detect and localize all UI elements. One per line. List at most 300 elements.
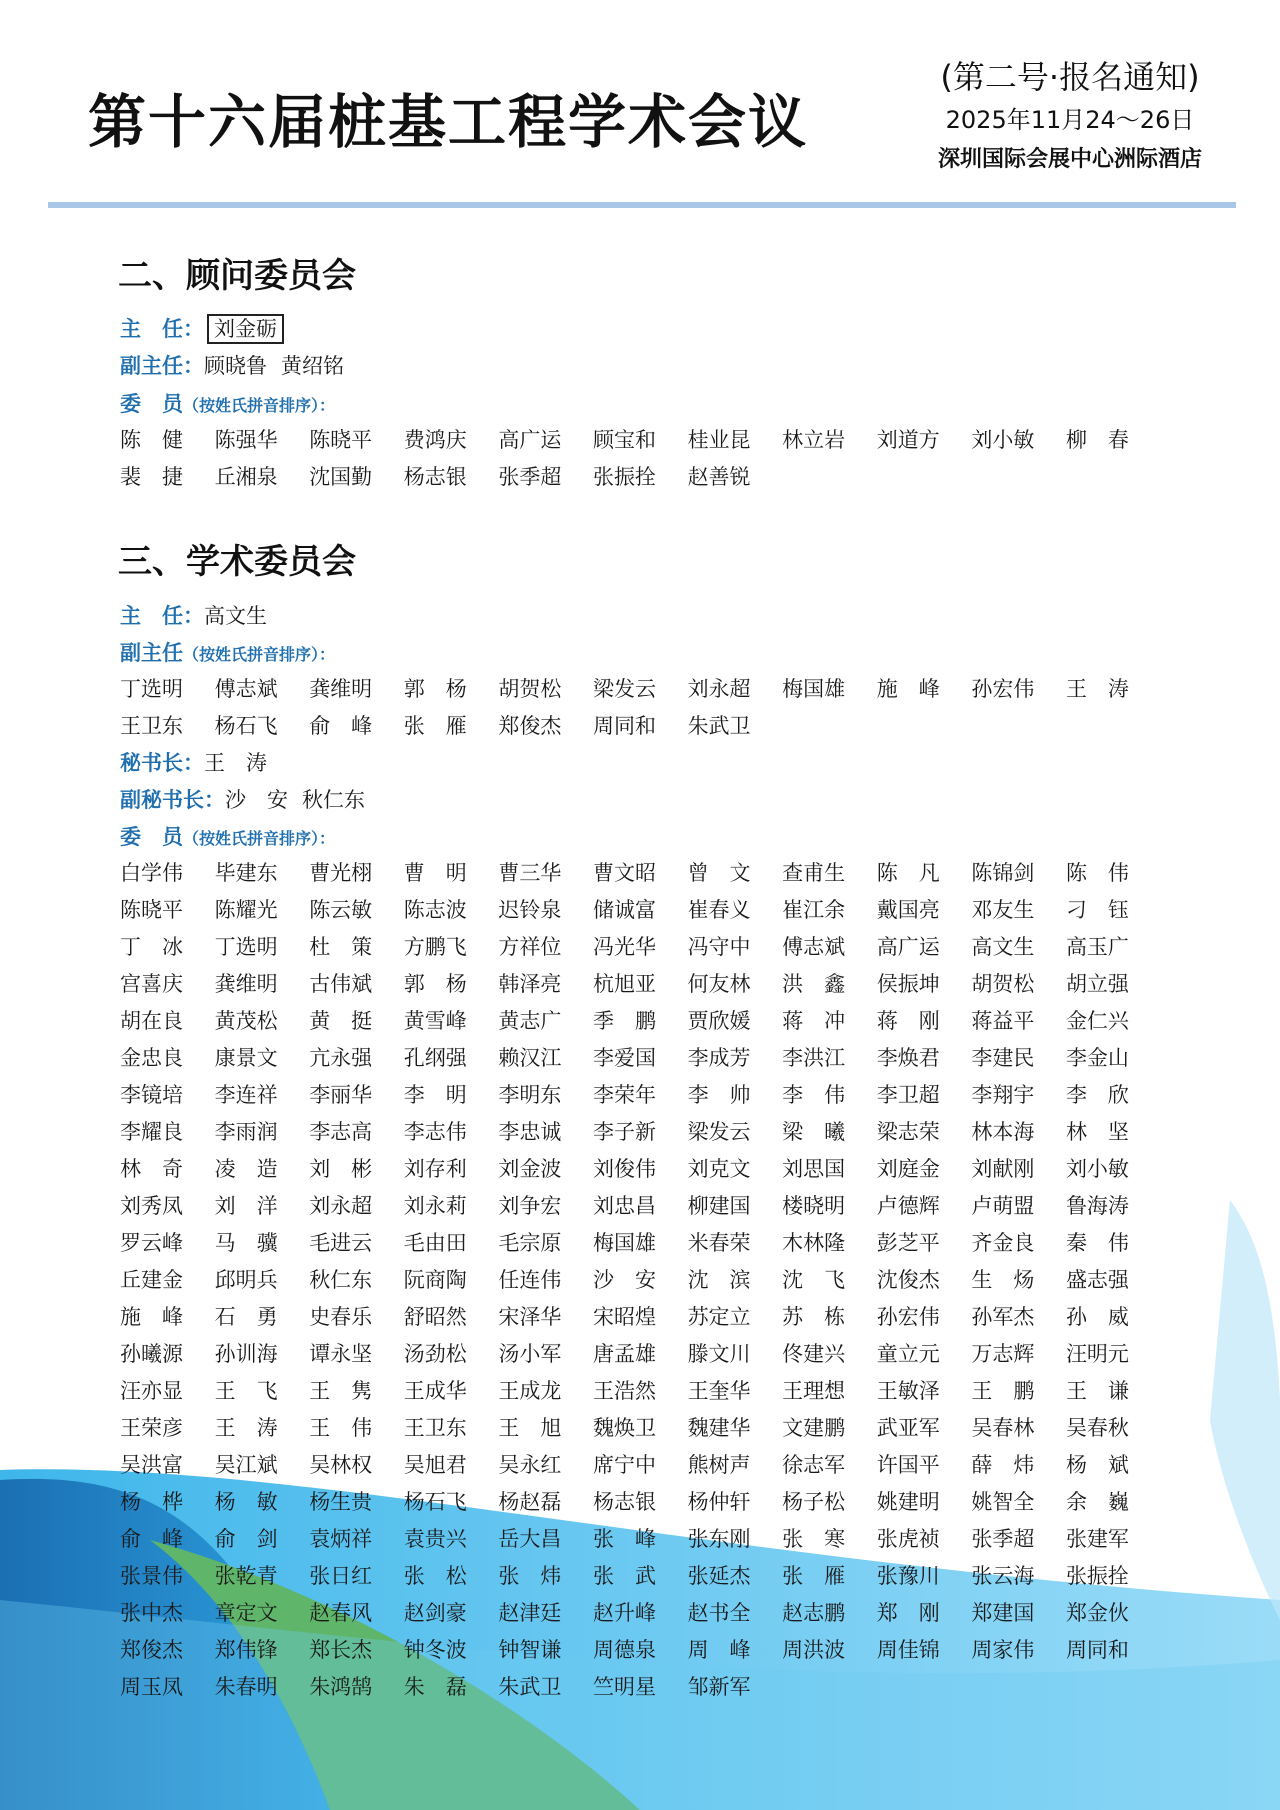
member-name: 周德泉 xyxy=(592,1638,656,1662)
advisory-deputy-name: 顾晓鲁 xyxy=(204,354,267,378)
member-name: 李成芳 xyxy=(687,1046,751,1070)
member-name: 王卫东 xyxy=(120,714,183,738)
member-name: 李子新 xyxy=(592,1120,656,1144)
member-name: 林本海 xyxy=(971,1120,1035,1144)
member-name: 吴春秋 xyxy=(1065,1416,1129,1440)
member-name: 刘 洋 xyxy=(214,1194,278,1218)
member-name: 刘秀凤 xyxy=(120,1194,183,1218)
member-name: 赵春风 xyxy=(309,1601,373,1625)
member-name: 陈强华 xyxy=(214,428,278,452)
member-name: 郑建国 xyxy=(971,1601,1035,1625)
member-name: 毛宗原 xyxy=(498,1231,562,1255)
member-name: 陈云敏 xyxy=(309,898,373,922)
member-name: 万志辉 xyxy=(971,1342,1035,1366)
member-name: 李金山 xyxy=(1065,1046,1129,1070)
member-name: 余 巍 xyxy=(1065,1490,1129,1514)
member-name: 张季超 xyxy=(498,465,562,489)
member-name: 李丽华 xyxy=(309,1083,373,1107)
member-name: 冯光华 xyxy=(592,935,656,959)
member-name: 刘金波 xyxy=(498,1157,562,1181)
member-name: 秋仁东 xyxy=(309,1268,373,1292)
member-name: 张豫川 xyxy=(876,1564,940,1588)
member-name: 陈 凡 xyxy=(876,861,940,885)
member-name: 冯守中 xyxy=(687,935,751,959)
member-name: 石 勇 xyxy=(214,1305,278,1329)
member-name: 何友林 xyxy=(687,972,751,996)
member-name: 盛志强 xyxy=(1065,1268,1129,1292)
member-name: 顾宝和 xyxy=(592,428,656,452)
member-name: 王敏泽 xyxy=(876,1379,940,1403)
member-name: 郑伟锋 xyxy=(214,1638,278,1662)
member-name: 侯振坤 xyxy=(876,972,940,996)
member-name: 裴 捷 xyxy=(120,465,183,489)
member-name: 沈 滨 xyxy=(687,1268,751,1292)
name-row xyxy=(120,1114,1140,1151)
member-name: 杨志银 xyxy=(592,1490,656,1514)
member-name: 李建民 xyxy=(971,1046,1035,1070)
member-name: 朱春明 xyxy=(214,1675,278,1699)
member-name: 陈 伟 xyxy=(1065,861,1129,885)
member-name: 杨 斌 xyxy=(1065,1453,1129,1477)
member-name: 武亚军 xyxy=(876,1416,940,1440)
member-name: 杨石飞 xyxy=(403,1490,467,1514)
advisory-members-heading xyxy=(120,389,335,419)
conference-venue: 深圳国际会展中心洲际酒店 xyxy=(937,147,1202,172)
member-name: 秦 伟 xyxy=(1065,1231,1129,1255)
name-row xyxy=(120,1632,1140,1669)
member-name: 李 帅 xyxy=(687,1083,751,1107)
academic-members-grid xyxy=(120,855,1140,1706)
member-name: 柳 春 xyxy=(1065,428,1129,452)
member-name: 刘 彬 xyxy=(309,1157,373,1181)
header-divider xyxy=(48,202,1236,208)
member-name: 李翔宇 xyxy=(971,1083,1035,1107)
member-name: 刘忠昌 xyxy=(592,1194,656,1218)
academic-deputy-secretary-row xyxy=(120,785,365,815)
member-name: 袁炳祥 xyxy=(309,1527,373,1551)
member-name: 方祥位 xyxy=(498,935,562,959)
member-name: 刘永莉 xyxy=(403,1194,467,1218)
member-name: 邱明兵 xyxy=(214,1268,278,1292)
member-name: 周佳锦 xyxy=(876,1638,940,1662)
member-name: 郭 杨 xyxy=(403,972,467,996)
member-name: 周 峰 xyxy=(687,1638,751,1662)
advisory-members-grid xyxy=(120,422,1140,496)
member-name: 孙 威 xyxy=(1065,1305,1129,1329)
member-name: 黄雪峰 xyxy=(403,1009,467,1033)
member-name: 李荣年 xyxy=(592,1083,656,1107)
member-name: 张 武 xyxy=(592,1564,656,1588)
member-name: 彭芝平 xyxy=(876,1231,940,1255)
member-name: 孔纲强 xyxy=(403,1046,467,1070)
member-name: 古伟斌 xyxy=(309,972,373,996)
member-name: 王 谦 xyxy=(1065,1379,1129,1403)
name-row xyxy=(120,1558,1140,1595)
member-name: 施 峰 xyxy=(120,1305,183,1329)
academic-members-heading xyxy=(120,822,335,852)
member-name: 王浩然 xyxy=(592,1379,656,1403)
member-name: 张建军 xyxy=(1065,1527,1129,1551)
member-name: 毛由田 xyxy=(403,1231,467,1255)
name-row xyxy=(120,966,1140,1003)
member-name: 杨子松 xyxy=(782,1490,846,1514)
academic-deputy-secretary-label: 副秘书长： xyxy=(120,788,225,812)
member-name: 佟建兴 xyxy=(782,1342,846,1366)
member-name: 童立元 xyxy=(876,1342,940,1366)
member-name: 宫喜庆 xyxy=(120,972,183,996)
name-row xyxy=(120,1225,1140,1262)
member-name: 李连祥 xyxy=(214,1083,278,1107)
member-name: 林 奇 xyxy=(120,1157,183,1181)
academic-members-note: （按姓氏拼音排序）： xyxy=(183,829,336,848)
member-name: 蒋 刚 xyxy=(876,1009,940,1033)
member-name: 刘思国 xyxy=(782,1157,846,1181)
academic-deputy-label: 副主任 xyxy=(120,641,183,665)
member-name: 木林隆 xyxy=(782,1231,846,1255)
name-row xyxy=(120,855,1140,892)
member-name: 王卫东 xyxy=(403,1416,467,1440)
member-name: 张日红 xyxy=(309,1564,373,1588)
member-name: 曹光栩 xyxy=(309,861,373,885)
name-row xyxy=(120,1410,1140,1447)
member-name: 张振拴 xyxy=(592,465,656,489)
member-name: 陈晓平 xyxy=(309,428,373,452)
member-name: 桂业昆 xyxy=(687,428,751,452)
member-name: 章定文 xyxy=(214,1601,278,1625)
member-name: 傅志斌 xyxy=(782,935,846,959)
member-name: 史春乐 xyxy=(309,1305,373,1329)
issue-label: (第二号·报名通知) xyxy=(940,58,1200,96)
member-name: 戴国亮 xyxy=(876,898,940,922)
member-name: 朱 磊 xyxy=(403,1675,467,1699)
member-name: 李洪江 xyxy=(782,1046,846,1070)
member-name: 吴春林 xyxy=(971,1416,1035,1440)
member-name: 孙军杰 xyxy=(971,1305,1035,1329)
member-name: 吴林权 xyxy=(309,1453,373,1477)
member-name: 李耀良 xyxy=(120,1120,183,1144)
member-name: 李镜培 xyxy=(120,1083,183,1107)
member-name: 张 寒 xyxy=(782,1527,846,1551)
member-name: 林立岩 xyxy=(782,428,846,452)
member-name: 杨赵磊 xyxy=(498,1490,562,1514)
member-name: 俞 剑 xyxy=(214,1527,278,1551)
member-name: 王 隽 xyxy=(309,1379,373,1403)
member-name: 杨 敏 xyxy=(214,1490,278,1514)
member-name: 黄志广 xyxy=(498,1009,562,1033)
member-name: 曹三华 xyxy=(498,861,562,885)
advisory-director-name: 刘金砺 xyxy=(207,314,284,344)
member-name: 康景文 xyxy=(214,1046,278,1070)
member-name: 曾 文 xyxy=(687,861,751,885)
member-name: 卢萌盟 xyxy=(971,1194,1035,1218)
member-name: 白学伟 xyxy=(120,861,183,885)
member-name: 汪明元 xyxy=(1065,1342,1129,1366)
member-name: 杨 桦 xyxy=(120,1490,183,1514)
member-name: 李 明 xyxy=(403,1083,467,1107)
member-name: 孙曦源 xyxy=(120,1342,183,1366)
member-name: 汪亦显 xyxy=(120,1379,183,1403)
member-name: 柳建国 xyxy=(687,1194,751,1218)
member-name: 唐孟雄 xyxy=(592,1342,656,1366)
member-name: 刘克文 xyxy=(687,1157,751,1181)
member-name: 张云海 xyxy=(971,1564,1035,1588)
member-name: 汤小军 xyxy=(498,1342,562,1366)
name-row xyxy=(120,1373,1140,1410)
member-name: 高文生 xyxy=(971,935,1035,959)
member-name: 王奎华 xyxy=(687,1379,751,1403)
member-name: 周同和 xyxy=(592,714,656,738)
member-name: 孙宏伟 xyxy=(876,1305,940,1329)
name-row xyxy=(120,708,1140,745)
name-row xyxy=(120,1336,1140,1373)
member-name: 林 坚 xyxy=(1065,1120,1129,1144)
member-name: 袁贵兴 xyxy=(403,1527,467,1551)
member-name: 梁发云 xyxy=(687,1120,751,1144)
advisory-committee-title: 二、顾问委员会 xyxy=(118,256,356,296)
name-row xyxy=(120,892,1140,929)
member-name: 熊树声 xyxy=(687,1453,751,1477)
member-name: 黄 挺 xyxy=(309,1009,373,1033)
member-name: 张 雁 xyxy=(403,714,467,738)
name-row xyxy=(120,1669,1140,1706)
name-row xyxy=(120,1040,1140,1077)
member-name: 杨志银 xyxy=(403,465,467,489)
member-name: 竺明星 xyxy=(592,1675,656,1699)
advisory-members-note: （按姓氏拼音排序）： xyxy=(183,396,336,415)
member-name: 邓友生 xyxy=(971,898,1035,922)
name-row xyxy=(120,1595,1140,1632)
member-name: 方鹏飞 xyxy=(403,935,467,959)
member-name: 许国平 xyxy=(876,1453,940,1477)
member-name: 金仁兴 xyxy=(1065,1009,1129,1033)
member-name: 阮商陶 xyxy=(403,1268,467,1292)
member-name: 刁 钰 xyxy=(1065,898,1129,922)
member-name: 陈志波 xyxy=(403,898,467,922)
member-name: 李志伟 xyxy=(403,1120,467,1144)
member-name: 龚维明 xyxy=(309,677,373,701)
member-name: 楼晓明 xyxy=(782,1194,846,1218)
advisory-director-label: 主 任： xyxy=(120,317,204,341)
member-name: 罗云峰 xyxy=(120,1231,183,1255)
member-name: 李明东 xyxy=(498,1083,562,1107)
name-row xyxy=(120,1447,1140,1484)
advisory-director-row xyxy=(120,314,284,344)
member-name: 胡贺松 xyxy=(971,972,1035,996)
member-name: 李忠诚 xyxy=(498,1120,562,1144)
member-name: 苏定立 xyxy=(687,1305,751,1329)
member-name: 刘道方 xyxy=(876,428,940,452)
member-name: 王理想 xyxy=(782,1379,846,1403)
name-row xyxy=(120,1188,1140,1225)
member-name: 郑俊杰 xyxy=(498,714,562,738)
member-name: 刘献刚 xyxy=(971,1157,1035,1181)
name-row xyxy=(120,1521,1140,1558)
member-name: 季 鹏 xyxy=(592,1009,656,1033)
member-name: 卢德辉 xyxy=(876,1194,940,1218)
member-name: 曹 明 xyxy=(403,861,467,885)
advisory-deputy-label: 副主任： xyxy=(120,354,204,378)
member-name: 梅国雄 xyxy=(782,677,846,701)
member-name: 刘争宏 xyxy=(498,1194,562,1218)
member-name: 曹文昭 xyxy=(592,861,656,885)
member-name: 施 峰 xyxy=(876,677,940,701)
member-name: 高玉广 xyxy=(1065,935,1129,959)
academic-director-row xyxy=(120,601,267,631)
member-name: 赵津廷 xyxy=(498,1601,562,1625)
member-name: 李焕君 xyxy=(876,1046,940,1070)
member-name: 谭永坚 xyxy=(309,1342,373,1366)
member-name: 舒昭然 xyxy=(403,1305,467,1329)
member-name: 杨生贵 xyxy=(309,1490,373,1514)
member-name: 吴旭君 xyxy=(403,1453,467,1477)
member-name: 周玉凤 xyxy=(120,1675,183,1699)
academic-deputies-grid xyxy=(120,671,1140,745)
name-row xyxy=(120,422,1140,459)
member-name: 俞 峰 xyxy=(120,1527,183,1551)
academic-director-name: 高文生 xyxy=(204,604,267,628)
member-name: 亢永强 xyxy=(309,1046,373,1070)
name-row xyxy=(120,1484,1140,1521)
member-name: 李 欣 xyxy=(1065,1083,1129,1107)
member-name: 滕文川 xyxy=(687,1342,751,1366)
member-name: 汤劲松 xyxy=(403,1342,467,1366)
member-name: 王成华 xyxy=(403,1379,467,1403)
member-name: 朱武卫 xyxy=(687,714,751,738)
member-name: 陈晓平 xyxy=(120,898,183,922)
member-name: 胡贺松 xyxy=(498,677,562,701)
member-name: 薛 炜 xyxy=(971,1453,1035,1477)
member-name: 赵剑豪 xyxy=(403,1601,467,1625)
member-name: 蒋 冲 xyxy=(782,1009,846,1033)
member-name: 徐志军 xyxy=(782,1453,846,1477)
member-name: 鲁海涛 xyxy=(1065,1194,1129,1218)
member-name: 王荣彦 xyxy=(120,1416,183,1440)
member-name: 杭旭亚 xyxy=(592,972,656,996)
member-name: 宋泽华 xyxy=(498,1305,562,1329)
member-name: 米春荣 xyxy=(687,1231,751,1255)
academic-secretary-row xyxy=(120,748,267,778)
member-name: 张乾青 xyxy=(214,1564,278,1588)
member-name: 赖汉江 xyxy=(498,1046,562,1070)
member-name: 王成龙 xyxy=(498,1379,562,1403)
member-name: 李爱国 xyxy=(592,1046,656,1070)
member-name: 梁志荣 xyxy=(876,1120,940,1144)
member-name: 王 涛 xyxy=(1065,677,1129,701)
member-name: 任连伟 xyxy=(498,1268,562,1292)
name-row xyxy=(120,671,1140,708)
member-name: 高广运 xyxy=(876,935,940,959)
member-name: 刘永超 xyxy=(687,677,751,701)
member-name: 赵善锐 xyxy=(687,465,751,489)
member-name: 朱武卫 xyxy=(498,1675,562,1699)
member-name: 梅国雄 xyxy=(592,1231,656,1255)
academic-director-label: 主 任： xyxy=(120,604,204,628)
member-name: 郑 刚 xyxy=(876,1601,940,1625)
name-row xyxy=(120,1299,1140,1336)
member-name: 王 涛 xyxy=(214,1416,278,1440)
member-name: 郑金伙 xyxy=(1065,1601,1129,1625)
member-name: 丁选明 xyxy=(214,935,278,959)
member-name: 李雨润 xyxy=(214,1120,278,1144)
academic-deputy-secretary-name: 沙 安 xyxy=(225,788,288,812)
member-name: 刘存利 xyxy=(403,1157,467,1181)
member-name: 张 松 xyxy=(403,1564,467,1588)
member-name: 周洪波 xyxy=(782,1638,846,1662)
advisory-deputy-name: 黄绍铭 xyxy=(281,354,344,378)
member-name: 王 伟 xyxy=(309,1416,373,1440)
member-name: 金忠良 xyxy=(120,1046,183,1070)
member-name: 刘小敏 xyxy=(1065,1157,1129,1181)
member-name: 王 鹏 xyxy=(971,1379,1035,1403)
member-name: 张振拴 xyxy=(1065,1564,1129,1588)
member-name: 储诚富 xyxy=(592,898,656,922)
member-name: 丘建金 xyxy=(120,1268,183,1292)
member-name: 姚智全 xyxy=(971,1490,1035,1514)
member-name: 张东刚 xyxy=(687,1527,751,1551)
member-name: 查甫生 xyxy=(782,861,846,885)
member-name: 郑俊杰 xyxy=(120,1638,183,1662)
member-name: 文建鹏 xyxy=(782,1416,846,1440)
member-name: 梁 曦 xyxy=(782,1120,846,1144)
member-name: 傅志斌 xyxy=(214,677,278,701)
member-name: 钟智谦 xyxy=(498,1638,562,1662)
member-name: 陈 健 xyxy=(120,428,183,452)
member-name: 王 飞 xyxy=(214,1379,278,1403)
member-name: 李志高 xyxy=(309,1120,373,1144)
member-name: 苏 栋 xyxy=(782,1305,846,1329)
academic-secretary-label: 秘书长： xyxy=(120,751,204,775)
member-name: 赵升峰 xyxy=(592,1601,656,1625)
member-name: 贾欣媛 xyxy=(687,1009,751,1033)
conference-date: 2025年11月24～26日 xyxy=(945,106,1195,134)
member-name: 杨仲轩 xyxy=(687,1490,751,1514)
member-name: 费鸿庆 xyxy=(403,428,467,452)
member-name: 杨石飞 xyxy=(214,714,278,738)
member-name: 刘小敏 xyxy=(971,428,1035,452)
member-name: 崔江余 xyxy=(782,898,846,922)
member-name: 郭 杨 xyxy=(403,677,467,701)
member-name: 赵志鹏 xyxy=(782,1601,846,1625)
member-name: 齐金良 xyxy=(971,1231,1035,1255)
member-name: 毛进云 xyxy=(309,1231,373,1255)
conference-title: 第十六届桩基工程学术会议 xyxy=(88,88,809,156)
member-name: 张 峰 xyxy=(592,1527,656,1551)
academic-deputy-secretary-name: 秋仁东 xyxy=(302,788,365,812)
member-name: 吴江斌 xyxy=(214,1453,278,1477)
member-name: 李 伟 xyxy=(782,1083,846,1107)
member-name: 吴洪富 xyxy=(120,1453,183,1477)
member-name: 张中杰 xyxy=(120,1601,183,1625)
academic-members-label: 委 员 xyxy=(120,825,183,849)
name-row xyxy=(120,929,1140,966)
academic-deputy-heading xyxy=(120,638,335,668)
member-name: 吴永红 xyxy=(498,1453,562,1477)
member-name: 胡立强 xyxy=(1065,972,1129,996)
advisory-members-label: 委 员 xyxy=(120,392,183,416)
advisory-deputy-row xyxy=(120,351,344,381)
member-name: 郑长杰 xyxy=(309,1638,373,1662)
academic-secretary-name: 王 涛 xyxy=(204,751,267,775)
name-row xyxy=(120,459,1140,496)
member-name: 丘湘泉 xyxy=(214,465,278,489)
member-name: 杜 策 xyxy=(309,935,373,959)
member-name: 张 炜 xyxy=(498,1564,562,1588)
member-name: 魏焕卫 xyxy=(592,1416,656,1440)
member-name: 丁选明 xyxy=(120,677,183,701)
member-name: 刘庭金 xyxy=(876,1157,940,1181)
member-name: 张延杰 xyxy=(687,1564,751,1588)
member-name: 岳大昌 xyxy=(498,1527,562,1551)
